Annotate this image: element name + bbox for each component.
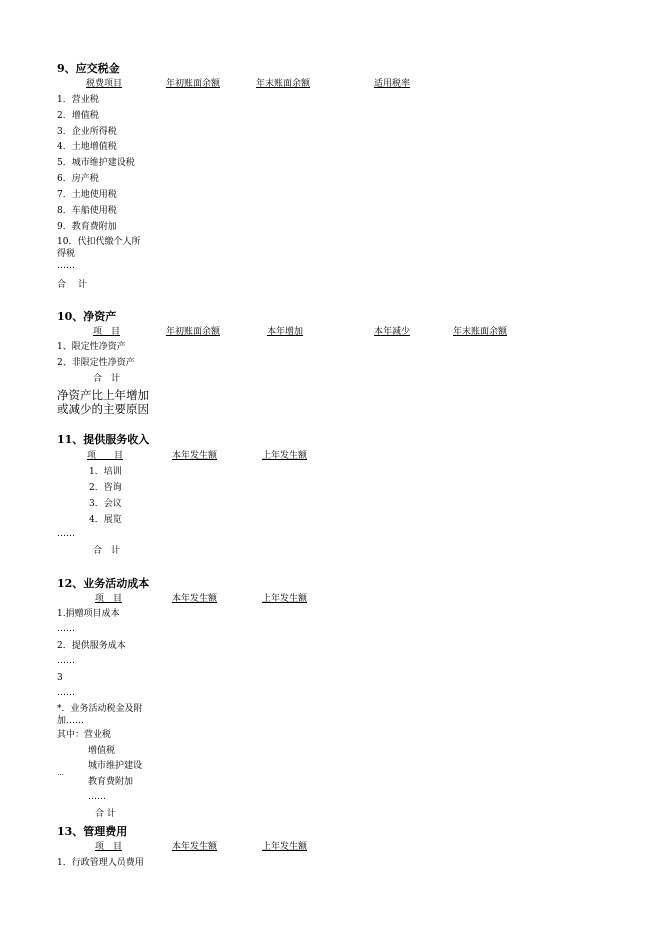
s9-header-closing-balance: 年末账面余额	[256, 79, 311, 89]
s10-header-closing-balance: 年末账面余额	[453, 327, 508, 337]
s12-header-prior-year: 上年发生额	[262, 594, 308, 604]
s10-reason-line2: 或减少的主要原因	[57, 402, 149, 416]
s10-total: 合 计	[93, 374, 121, 384]
s13-header-current-year: 本年发生额	[172, 842, 218, 852]
s12-ellipsis: ……	[57, 688, 75, 698]
s9-item: 5．城市维护建设税	[57, 158, 135, 168]
s9-item-10-line2: 得税	[57, 249, 76, 259]
s9-header-opening-balance: 年初账面余额	[166, 79, 221, 89]
s12-of-which-business-tax: 其中：营业税	[57, 730, 112, 740]
s11-header-prior-year: 上年发生额	[262, 451, 308, 461]
s12-item-tax-line1: *．业务活动税金及附	[57, 704, 143, 714]
s13-header-prior-year: 上年发生额	[262, 842, 308, 852]
s11-item: 3．会议	[89, 499, 122, 509]
s9-ellipsis: ……	[57, 261, 75, 271]
s11-ellipsis: ……	[57, 529, 75, 539]
s9-item: 9．教育费附加	[57, 222, 117, 232]
s12-ellipsis: ……	[57, 656, 75, 666]
s10-item-restricted: 1、限定性净资产	[57, 342, 126, 352]
s11-header-item: 项 目	[87, 451, 124, 461]
s11-total: 合 计	[93, 546, 121, 556]
section-13-title: 13、管理费用	[57, 825, 128, 838]
s9-total: 合 计	[57, 280, 87, 290]
s9-item: 1．营业税	[57, 95, 99, 105]
s11-item: 2．咨询	[89, 483, 122, 493]
s9-item-10-line1: 10．代扣代缴个人所	[57, 237, 141, 247]
s9-item: 3．企业所得税	[57, 127, 117, 137]
section-12-title: 12、业务活动成本	[57, 577, 150, 590]
section-10-title: 10、净资产	[57, 310, 117, 323]
s12-sub-ellipsis: ……	[88, 792, 106, 802]
s12-header-item: 项 目	[95, 594, 123, 604]
s12-sub-item: 城市维护建设	[88, 761, 143, 771]
s12-header-current-year: 本年发生额	[172, 594, 218, 604]
s10-header-increase: 本年增加	[267, 327, 304, 337]
s13-item-admin-staff-cost: 1．行政管理人员费用	[57, 858, 144, 868]
s9-item: 8．车船使用税	[57, 206, 117, 216]
section-9-title: 9、应交税金	[57, 62, 120, 75]
s11-item: 1．培训	[89, 467, 122, 477]
s12-total: 合 计	[95, 809, 116, 819]
s12-item-donation-cost: 1.捐赠项目成本	[57, 609, 120, 619]
s9-item: 4．土地增值税	[57, 142, 117, 152]
s13-header-item: 项 目	[95, 842, 123, 852]
s12-item-tax-line2: 加……	[57, 716, 85, 726]
s10-header-decrease: 本年减少	[374, 327, 411, 337]
s12-item-service-cost: 2．提供服务成本	[57, 641, 126, 651]
s12-ellipsis: ……	[57, 624, 75, 634]
s10-reason-line1: 净资产比上年增加	[57, 388, 149, 402]
s10-header-item: 项 目	[93, 327, 121, 337]
s11-header-current-year: 本年发生额	[172, 451, 218, 461]
s9-item: 6．房产税	[57, 174, 99, 184]
s9-header-tax-rate: 适用税率	[374, 79, 411, 89]
s10-item-unrestricted: 2、非限定性净资产	[57, 358, 135, 368]
s12-item-3: 3	[57, 673, 63, 683]
s12-side-mark: …	[57, 769, 64, 777]
s12-sub-item: 教育费附加	[88, 777, 134, 787]
s9-header-tax-item: 税费项目	[86, 79, 123, 89]
s9-item: 7．土地使用税	[57, 190, 117, 200]
s9-item: 2．增值税	[57, 111, 99, 121]
s11-item: 4．展览	[89, 515, 122, 525]
section-11-title: 11、提供服务收入	[57, 433, 150, 446]
s10-header-opening-balance: 年初账面余额	[166, 327, 221, 337]
s12-sub-item: 增值税	[88, 746, 116, 756]
